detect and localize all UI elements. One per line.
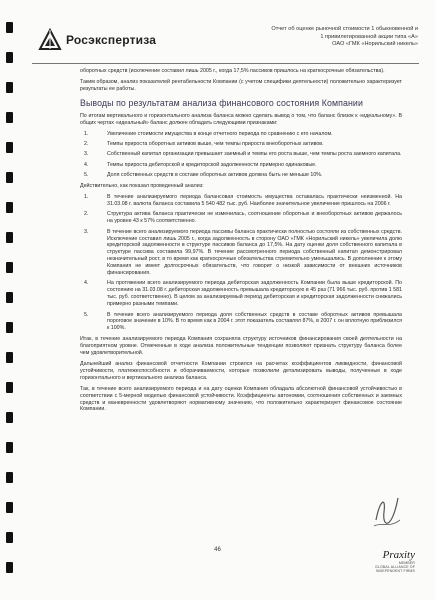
header-divider [32,63,419,64]
binding-hole [6,22,13,33]
binding-hole [6,142,13,153]
list-item [80,172,402,179]
list-number: 5. [84,172,89,179]
binding-hole [6,472,13,483]
list-item [80,312,402,333]
binding-hole [6,322,13,333]
binding-hole [6,172,13,183]
list-number: 4. [84,161,89,168]
list-number: 1. [84,130,89,137]
list-text: Увеличение стоимости имущества в конце отчетного периода по сравнению с его началом. [107,130,333,137]
triangle-logo-icon [38,28,62,52]
binding-hole [6,502,13,513]
paragraph: Действительно, как показал проведенный анализ: [80,183,204,190]
list-item [80,194,402,208]
list-number: 3. [84,228,89,235]
praxity-wordmark: Praxity [382,549,415,561]
paragraph: оборотных средств (исключение составил лишь 2005 г., когда 17,5% пассивов пришлось на краткосрочные обязательства). [80,68,385,74]
list-item [80,211,402,225]
praxity-tagline-line: GLOBAL ALLIANCE OF [375,565,415,570]
paragraph: Так, в течение всего анализируемого периода и на дату оценки Компания обладала абсолютной финансовой устойчивостью в соответствии с 5-мерной моделью финансовой устойчивости. Коэффициенты автономии, соотношения собственных и заемных средств и маневренности удовлетворяют нормативному значению, что положительно характеризует финансовое состояние Компании. [80,385,402,413]
list-number: 4. [84,280,89,287]
list-item [80,280,402,308]
list-number: 2. [84,211,89,218]
handwritten-signature-icon [372,490,402,534]
binding-hole [6,412,13,423]
list-text: Темпы прироста оборотных активов выше, чем темпы прироста внеоборотных активов. [107,140,324,147]
list-number: 3. [84,151,89,158]
binding-hole [6,532,13,543]
list-item [80,131,402,138]
paragraph: Дальнейший анализ финансовой отчетности Компании строился на расчетах коэффициентов ликвидности, финансовой устойчивости, платежеспособности и оборачиваемости, которые позволили детализировать выводы, полученные в ходе горизонтального и вертикального анализа баланса. [80,361,402,381]
binding-hole [6,202,13,213]
page-header [22,24,426,60]
binding-hole [6,352,13,363]
page-content [80,68,402,417]
binding-holes [6,0,14,600]
praxity-logo [357,549,415,574]
list-number: 5. [84,311,89,318]
page-number: 46 [214,547,221,553]
report-title-line: ОАО «ГМК «Норильский никель» [332,41,418,48]
binding-hole [6,382,13,393]
list-number: 1. [84,193,89,200]
list-item [80,162,402,169]
brand-logo [38,28,156,52]
paragraph: Таким образом, анализ показателей рентабельности Компании (с учетом специфики деятельности) положительно характеризует результаты ее работы. [80,78,402,92]
list-item [80,141,402,148]
binding-hole [6,52,13,63]
list-text: В течение всего анализируемого периода доля собственных средств в составе оборотных активов превышала пороговое значение в 10%. В то время как в 2004 г. этот показатель составлял 87%, в 2007 г. он вплотную приблизился к 100%. [107,311,402,332]
list-text: Структура актива баланса практически не изменилась, соотношение оборотных и внеоборотных активов держалось на уровне 43 к 57% соответственно. [107,211,402,225]
binding-hole [6,112,13,123]
list-text: В течение всего анализируемого периода пассивы баланса практически полностью состояли из собственных средств. Исключение составил лишь 2005 г., когда задолженность в сторону ОАО «ГМК «Норильский никель» увеличила долю кредиторской задолженности в структуре пассивов баланса до 17,5%. На дату оценки доля собственного капитала в структуре пассива составила 99,97%. В течение рассмотренного периода собственный капитал демонстрировал незначительный рост, в то время как краткосрочные обязательства стремительно уменьшались. В дополнение к этому Компания не имеет долгосрочных обязательств, что говорит о низкой зависимости от внешних источников финансирования. [107,228,402,277]
findings-list [80,194,402,332]
binding-hole [6,562,13,573]
criteria-list [80,131,402,180]
praxity-tagline-line: MEMBER [398,561,415,565]
paragraph: Итак, в течение анализируемого периода Компания сохраняла структуру источников финансирования своей деятельности на благоприятном уровне. Отмеченные в ходе анализа положительные тенденции позволяют признать структуру баланса более чем удовлетворительной. [80,336,402,357]
list-text: На протяжении всего анализируемого периода дебиторская задолженность Компании была выше кредиторской. По состоянию на 31.03.08 г. дебиторская задолженность превышала кредиторскую в 45 раз (71 966 тыс. руб. против 1 581 тыс. руб. соответственно). В целом за анализируемый период дебиторская и кредиторская задолженности снижались примерно разными темпами. [107,280,402,308]
list-text: В течение анализируемого периода балансовая стоимость имущества оставалась практически неизменной. На 31.03.08 г. валюта баланса составила 5 540 482 тыс. руб. Наиболее значительное увеличение пришлось на 2006 г. [107,193,402,207]
list-item [80,229,402,277]
binding-hole [6,232,13,243]
binding-hole [6,292,13,303]
list-text: Темпы прироста дебиторской и кредиторской задолженности примерно одинаковые. [107,161,317,168]
section-heading: Выводы по результатам анализа финансового состояния Компании [80,97,363,108]
binding-hole [6,442,13,453]
list-item [80,151,402,158]
report-title [250,26,418,49]
paragraph: По итогам вертикального и горизонтального анализа баланса можно сделать вывод о том, что баланс близок к «идеальному». В общих чертах «идеальный» баланс должен обладать следующими признаками: [80,112,402,126]
list-text: Собственный капитал организации превышает заемный и темпы его роста выше, чем темпы роста заемного капитала. [107,151,402,158]
list-text: Доля собственных средств в составе оборотных активов должна быть не меньше 10%. [107,172,323,179]
praxity-tagline-line: INDEPENDENT FIRMS [375,569,415,574]
report-title-line: Отчет об оценке рыночной стоимости 1 обыкновенной и [271,26,418,32]
list-number: 2. [84,140,89,147]
binding-hole [6,82,13,93]
brand-name: Росэкспертиза [66,33,157,47]
report-title-line: 1 привилегированной акции типа «А» [320,33,418,40]
binding-hole [6,262,13,273]
